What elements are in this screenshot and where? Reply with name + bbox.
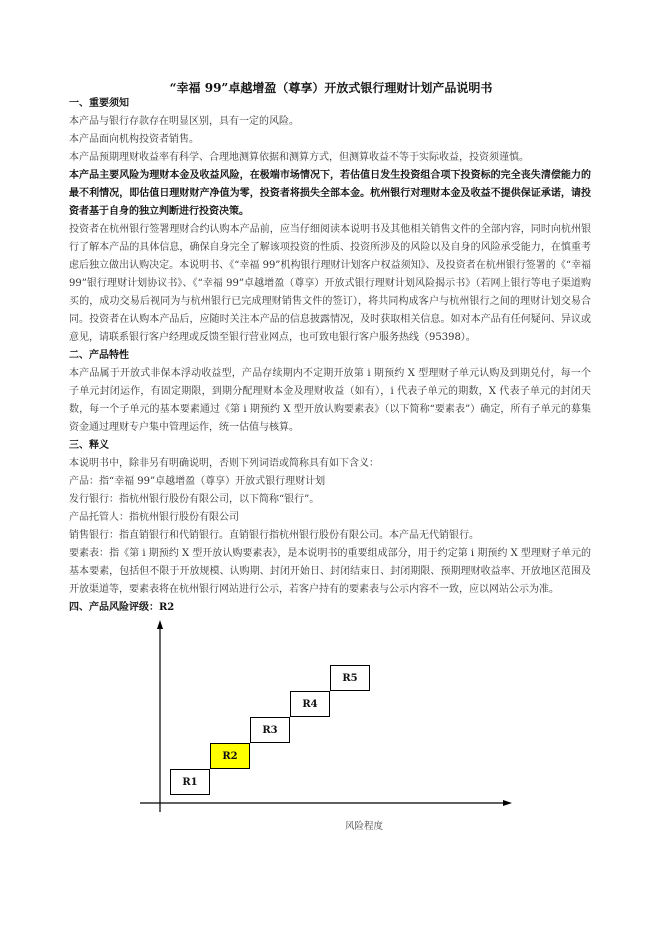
paragraph: 投资者在杭州银行签署理财合约认购本产品前，应当仔细阅读本说明书及其他相关销售文件的全部内容，同时向杭州银行了解本产品的具体信息，确保自身完全了解该项投资的性质、投资所涉及的风险以及自身的风险承受能力，在慎重考虑后独立做出认购决定。本说明书、《“幸福 99”机构银行理财计划客户权益须知》、及投资者在杭州银行签署的《“幸福 99”银行理财计划协议书》、《“幸福 99”卓越增盈（尊享）开放式银行理财计划风险揭示书》（若网上银行等电子渠道购买的，成功交易后视同为与杭州银行已完成理财销售文件的签订），将共同构成客户与杭州银行之间的理财计划交易合同。投资者在认购本产品后，应随时关注本产品的信息披露情况，及时获取相关信息。如对本产品有任何疑问、异议或意见，请联系银行客户经理或反馈至银行营业网点，也可致电银行客户服务热线（95398）。 bbox=[69, 224, 591, 343]
section-heading-features: 二、产品特性 bbox=[69, 350, 129, 361]
paragraph: 本产品与银行存款存在明显区别，具有一定的风险。 bbox=[69, 116, 299, 127]
definition-item: 要素表：指《第 i 期预约 X 型开放认购要素表》，是本说明书的重要组成部分，用于约定第 i 期预约 X 型理财子单元的基本要素，包括但不限于开放规模、认购期、封闭开始日、封闭结束日、封闭期限、预期理财收益率、开放地区范围及开放渠道等，要素表将在杭州银行网站进行公示，若客户持有的要素表与公示内容不一致，应以网站公示为准。 bbox=[69, 548, 591, 595]
definition-item: 产品：指“幸福 99”卓越增盈（尊享）开放式银行理财计划 bbox=[69, 476, 326, 487]
paragraph: 本产品预期理财收益率有科学、合理地测算依据和测算方式，但测算收益不等于实际收益，投资须谨慎。 bbox=[69, 152, 529, 163]
paragraph: 本产品面向机构投资者销售。 bbox=[69, 134, 199, 145]
y-axis-arrow-icon bbox=[157, 620, 163, 629]
risk-box-r4: R4 bbox=[290, 691, 330, 717]
section-heading-important: 一、重要须知 bbox=[69, 98, 129, 109]
document-title: “幸福 99”卓越增盈（尊享）开放式银行理财计划产品说明书 bbox=[169, 81, 493, 95]
risk-warning-paragraph: 本产品主要风险为理财本金及收益风险，在极端市场情况下，若估值日发生投资组合项下投资标的完全丧失清偿能力的最不利情况，即估值日理财财产净值为零，投资者将损失全部本金。杭州银行对理财本金及收益不提供保证承诺，请投资者基于自身的独立判断进行投资决策。 bbox=[69, 170, 591, 217]
definition-item: 发行银行：指杭州银行股份有限公司，以下简称“银行”。 bbox=[69, 494, 320, 505]
definition-item: 产品托管人：指杭州银行股份有限公司 bbox=[69, 512, 239, 523]
risk-box-r1: R1 bbox=[170, 769, 210, 795]
definition-item: 销售银行：指直销银行和代销银行。直销银行指杭州银行股份有限公司。本产品无代销银行。 bbox=[69, 530, 479, 541]
risk-box-r3: R3 bbox=[250, 717, 290, 743]
paragraph: 本说明书中，除非另有明确说明，否则下列词语或简称具有如下含义： bbox=[69, 458, 379, 469]
x-axis-label: 风险程度 bbox=[345, 821, 384, 832]
risk-box-r2: R2 bbox=[210, 743, 250, 769]
paragraph: 本产品属于开放式非保本浮动收益型，产品存续期内不定期开放第 i 期预约 X 型理财子单元认购及到期兑付，每一个子单元封闭运作，有固定期限，到期分配理财本金及理财收益（如有），i 代表子单元的期数，X 代表子单元的封闭天数，每一个子单元的基本要素通过《第 i 期预约 X 型开放认购要素表》（以下简称“要素表”）确定，所有子单元的募集资金通过理财专户集中管理运作，统一估值与核算。 bbox=[69, 368, 591, 433]
section-heading-risk-rating: 四、产品风险评级：R2 bbox=[69, 602, 175, 613]
x-axis-arrow-icon bbox=[503, 800, 512, 806]
risk-box-r5: R5 bbox=[330, 665, 370, 691]
section-heading-definitions: 三、释义 bbox=[69, 440, 109, 451]
